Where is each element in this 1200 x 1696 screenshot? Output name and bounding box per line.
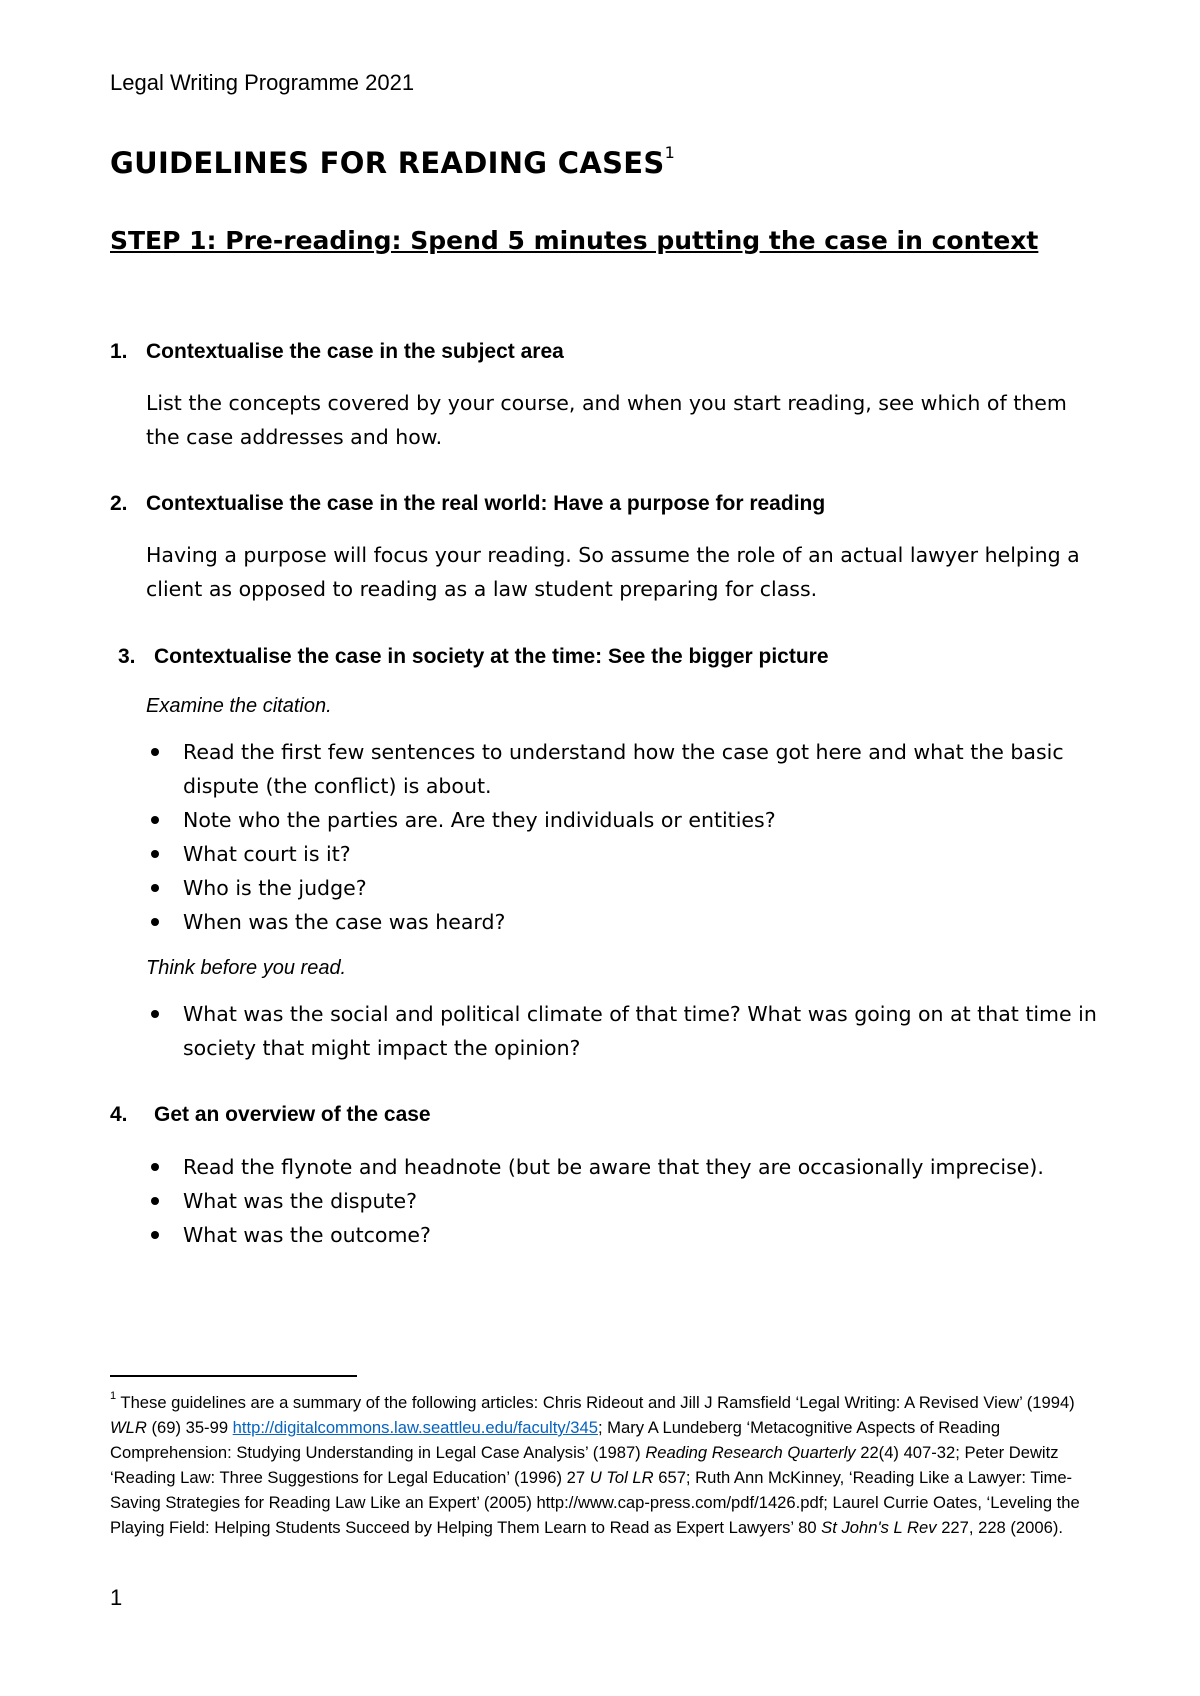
bullet-icon: [151, 1010, 159, 1018]
section-2-body: Having a purpose will focus your reading. So assume the role of an actual lawyer helping a client as opposed to reading as a law student preparing for class.: [146, 543, 1080, 601]
list-item: What was the dispute?: [146, 1184, 1106, 1218]
list-item: Read the flynote and headnote (but be aware that they are occasionally imprecise).: [146, 1150, 1106, 1184]
section-1-body: List the concepts covered by your course, and when you start reading, see which of them the case addresses and how.: [146, 391, 1067, 449]
document-header: Legal Writing Programme 2021: [110, 70, 415, 95]
section-number: 2.: [110, 492, 128, 515]
section-number: 1.: [110, 340, 128, 363]
section-3-bullet-list-1: [146, 735, 1106, 939]
section-3-subheading-citation: Examine the citation.: [146, 695, 332, 717]
bullet-icon: [151, 1163, 159, 1171]
section-3-subheading-think: Think before you read.: [146, 957, 347, 979]
section-3-bullet-list-2: [146, 997, 1106, 1065]
footnote-number: 1: [110, 1390, 117, 1403]
section-heading-text: Contextualise the case in society at the time: See the bigger picture: [154, 645, 829, 668]
list-item: When was the case was heard?: [146, 905, 1106, 939]
title-text: GUIDELINES FOR READING CASES: [110, 146, 665, 180]
journal-name: WLR: [110, 1418, 147, 1437]
section-4-heading: [110, 1103, 431, 1127]
footnote-separator: [110, 1375, 357, 1377]
bullet-icon: [151, 748, 159, 756]
journal-name: U Tol LR: [589, 1468, 654, 1487]
section-1-heading: [110, 340, 564, 364]
page-title: [110, 143, 676, 180]
footnote-link[interactable]: http://digitalcommons.law.seattleu.edu/faculty/345: [232, 1418, 598, 1437]
section-heading-text: Get an overview of the case: [154, 1103, 431, 1126]
title-footnote-ref[interactable]: 1: [664, 143, 676, 163]
list-item: What court is it?: [146, 837, 1106, 871]
footnote: $^1$ These guidelines are a summary of the following articles: Chris Rideout and Jill J Ramsfield ‘Legal Writing: A Revised View’ (1994) WLR (69) 35-99 http://digitalcommons.law.seattleu.edu/faculty/345; Mary A Lundeberg ‘Metacognitive Aspects of Reading Comprehension: Studying Understanding in Legal Case Analysis’ (1987) Reading Research Quarterly 22(4) 407-32; Peter Dewitz ‘Reading Law: Three Suggestions for Legal Education’ (1996) 27 U Tol LR 657; Ruth Ann McKinney, ‘Reading Like a Lawyer: Time-Saving Strategies for Reading Law Like an Expert’ (2005) http://www.cap-press.com/pdf/1426.pdf; Laurel Currie Oates, ‘Leveling the Playing Field: Helping Students Succeed by Helping Them Learn to Read as Expert Lawyers’ 80 St John's L Rev 227, 228 (2006).: [110, 1390, 1080, 1537]
section-heading-text: Contextualise the case in the subject area: [146, 340, 564, 363]
bullet-icon: [151, 850, 159, 858]
bullet-icon: [151, 918, 159, 926]
bullet-icon: [151, 884, 159, 892]
step-heading: STEP 1: Pre-reading: Spend 5 minutes putting the case in context: [110, 226, 1039, 255]
section-3-heading: [118, 645, 829, 669]
list-item: Who is the judge?: [146, 871, 1106, 905]
journal-name: Reading Research Quarterly: [645, 1443, 856, 1462]
list-item: What was the outcome?: [146, 1218, 1106, 1252]
section-number: 3.: [118, 645, 136, 668]
journal-name: St John's L Rev: [821, 1518, 937, 1537]
bullet-icon: [151, 816, 159, 824]
bullet-icon: [151, 1231, 159, 1239]
section-heading-text: Contextualise the case in the real world: Have a purpose for reading: [146, 492, 826, 515]
list-item: Read the first few sentences to understand how the case got here and what the basic dispute (the conflict) is about.: [146, 735, 1106, 803]
section-4-bullet-list: [146, 1150, 1106, 1252]
section-number: 4.: [110, 1103, 128, 1126]
section-2-heading: [110, 492, 825, 516]
list-item: What was the social and political climate of that time? What was going on at that time in society that might impact the opinion?: [146, 997, 1106, 1065]
bullet-icon: [151, 1197, 159, 1205]
page-number: 1: [110, 1585, 123, 1610]
list-item: Note who the parties are. Are they individuals or entities?: [146, 803, 1106, 837]
